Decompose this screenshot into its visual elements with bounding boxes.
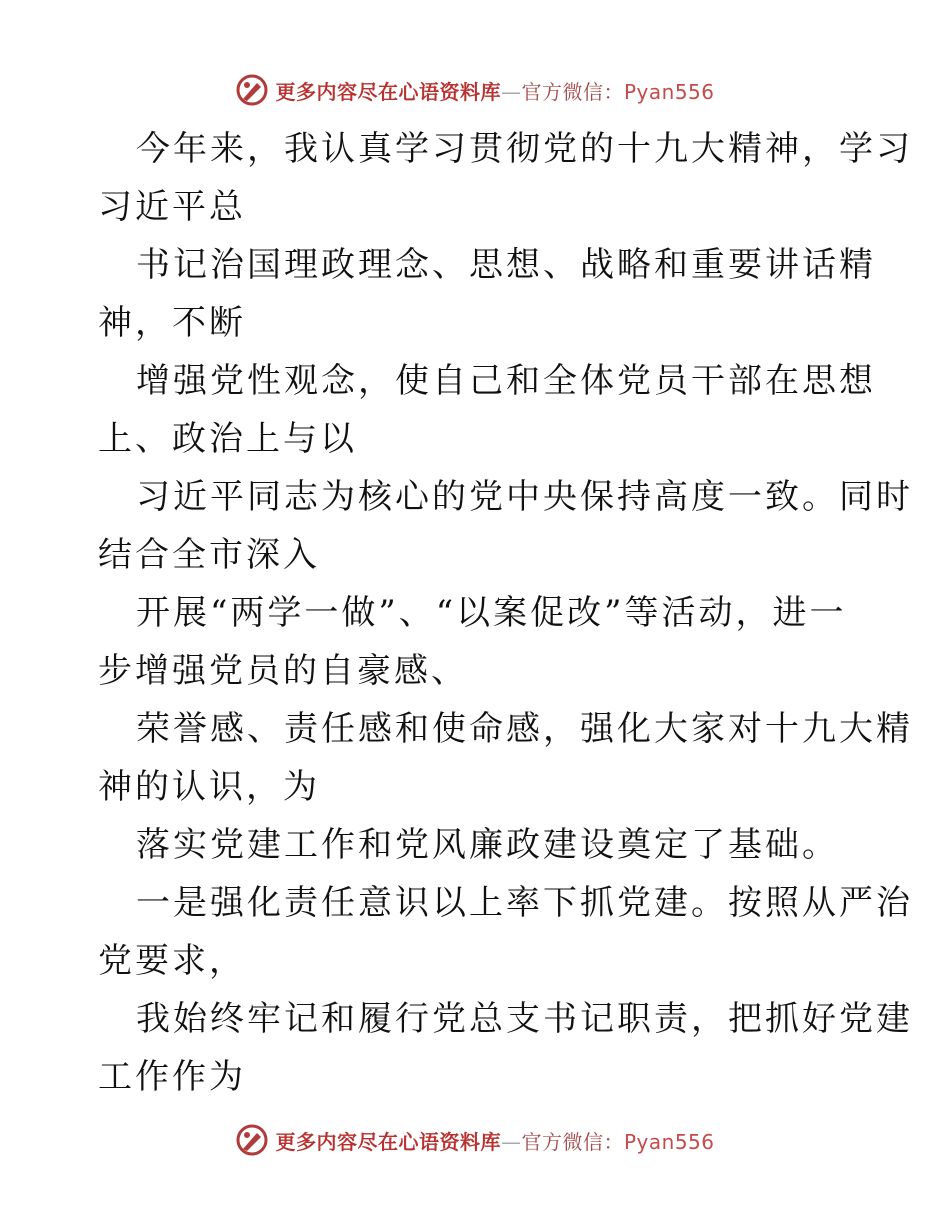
text-line: 我始终牢记和履行党总支书记职责，把抓好党建 [136,999,913,1039]
text-line: 步增强党员的自豪感、 [98,651,468,691]
watermark-wechat-id: Pyan556 [623,79,715,104]
text-line: 上、政治上与以 [98,419,357,459]
text-line: 荣誉感、责任感和使命感，强化大家对十九大精 [136,709,913,749]
text-line: 党要求， [98,941,246,981]
text-line: 增强党性观念，使自己和全体党员干部在思想 [136,361,876,401]
text-line: 一是强化责任意识以上率下抓党建。按照从严治 [136,883,913,923]
watermark-text [275,76,714,105]
text-line: 今年来，我认真学习贯彻党的十九大精神，学习 [136,129,913,169]
watermark-main: 更多内容尽在心语资料库 [275,79,501,104]
header-watermark [0,70,950,110]
watermark-wechat-id: Pyan556 [623,1129,715,1154]
text-line: 落实党建工作和党风廉政建设奠定了基础。 [136,825,839,865]
text-line: 结合全市深入 [98,535,320,575]
document-body [98,120,913,1106]
watermark-text [275,1126,714,1155]
watermark-separator: — [500,1129,522,1154]
text-line: 书记治国理政理念、思想、战略和重要讲话精 [136,245,876,285]
text-line: 神的认识，为 [98,767,320,807]
text-line: 开展“两学一做”、“以案促改”等活动，进一 [136,593,847,633]
text-line: 神，不断 [98,303,246,343]
watermark-separator: — [500,79,522,104]
watermark-logo-icon [235,73,269,107]
watermark-main: 更多内容尽在心语资料库 [275,1129,501,1154]
watermark-logo-icon [235,1123,269,1157]
watermark-wechat-label: 官方微信： [521,79,624,104]
footer-watermark [0,1120,950,1160]
watermark-wechat-label: 官方微信： [521,1129,624,1154]
text-line: 工作作为 [98,1057,246,1097]
text-line: 习近平总 [98,187,246,227]
text-line: 习近平同志为核心的党中央保持高度一致。同时 [136,477,913,517]
